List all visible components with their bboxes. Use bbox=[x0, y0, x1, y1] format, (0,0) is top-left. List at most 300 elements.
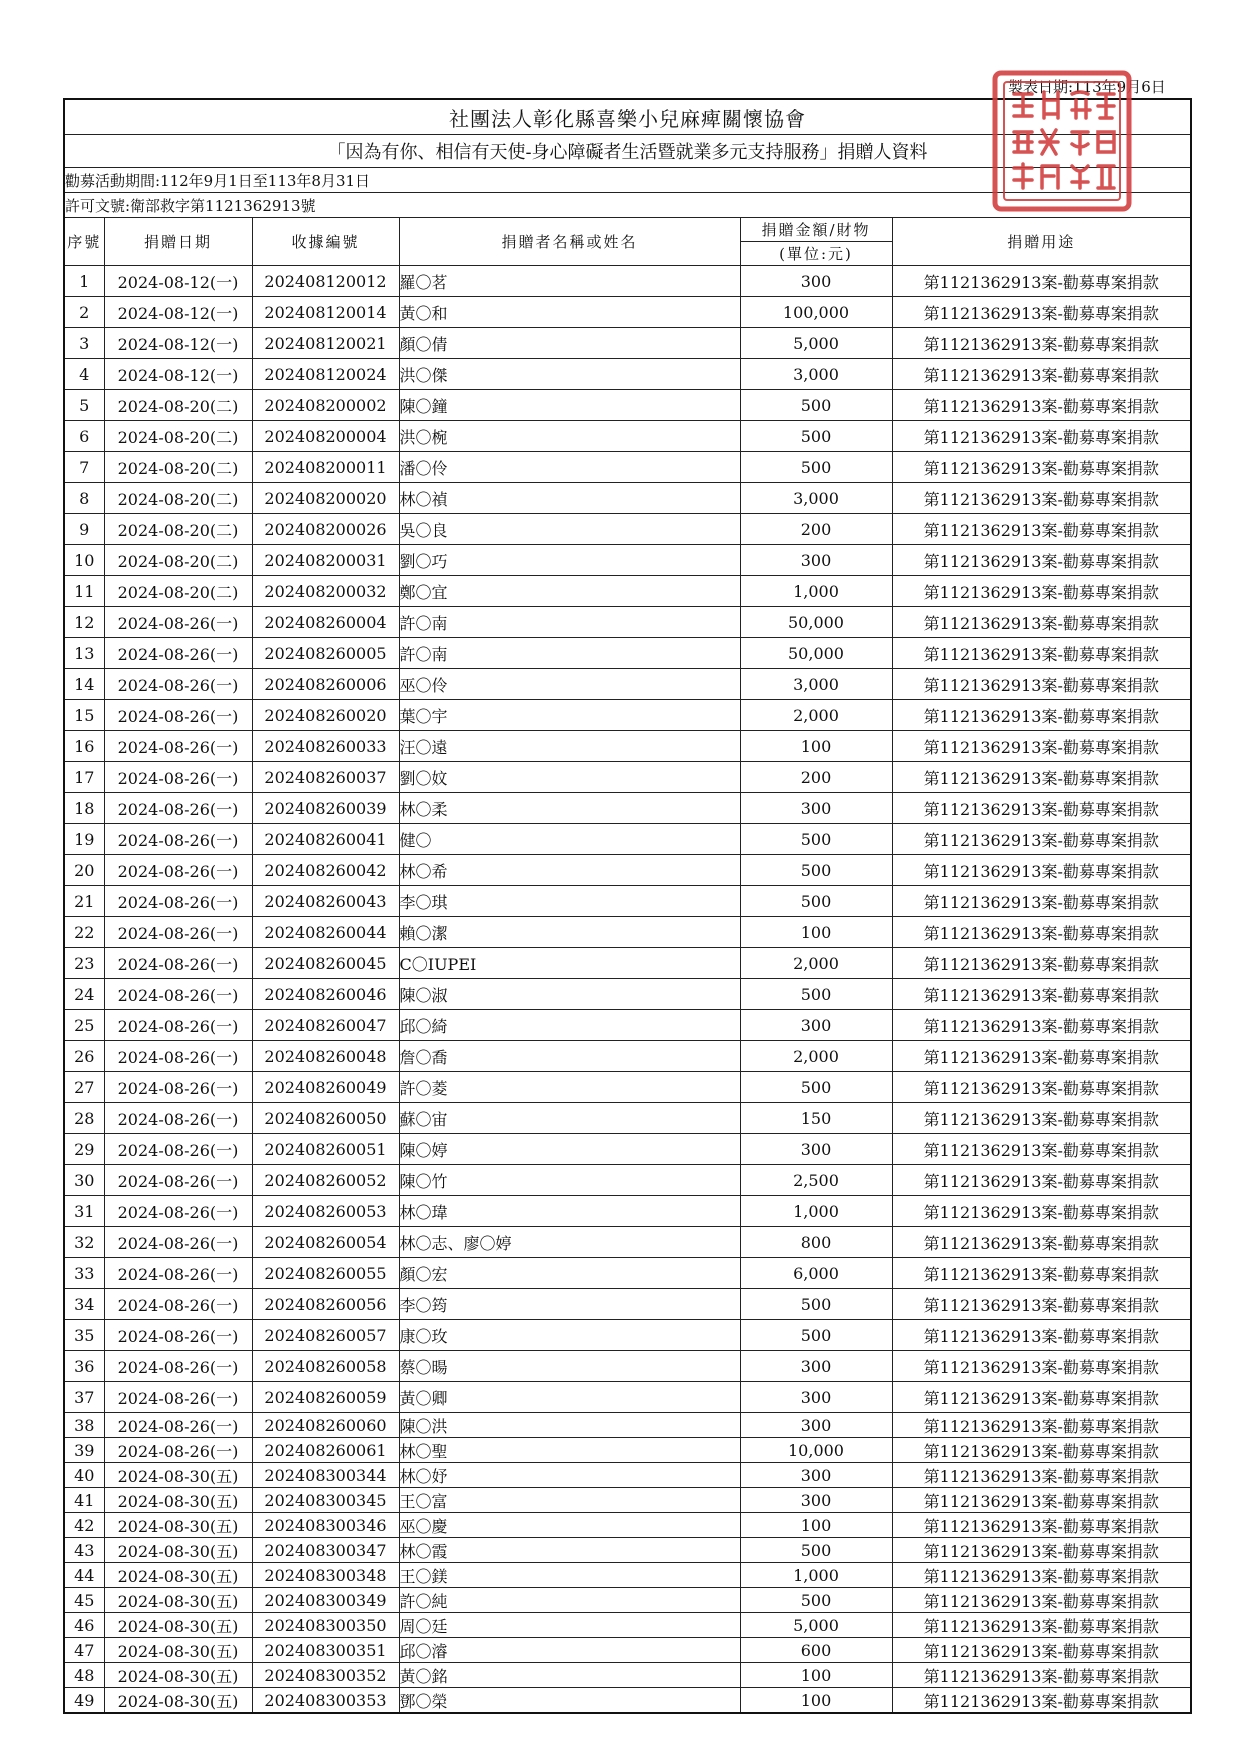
cell-amount: 300 bbox=[740, 1382, 892, 1413]
cell-receipt: 202408300344 bbox=[252, 1463, 399, 1488]
cell-no: 1 bbox=[64, 266, 104, 297]
cell-receipt: 202408200004 bbox=[252, 421, 399, 452]
table-row bbox=[64, 638, 1191, 669]
cell-purpose: 第1121362913案-勸募專案捐款 bbox=[892, 1413, 1191, 1438]
cell-amount: 800 bbox=[740, 1227, 892, 1258]
cell-receipt: 202408200011 bbox=[252, 452, 399, 483]
cell-donor: 邱〇綺 bbox=[399, 1010, 740, 1041]
cell-donor: 許〇南 bbox=[399, 607, 740, 638]
cell-purpose: 第1121362913案-勸募專案捐款 bbox=[892, 1663, 1191, 1688]
cell-no: 12 bbox=[64, 607, 104, 638]
cell-no: 2 bbox=[64, 297, 104, 328]
cell-donor: 陳〇淑 bbox=[399, 979, 740, 1010]
cell-purpose: 第1121362913案-勸募專案捐款 bbox=[892, 855, 1191, 886]
cell-no: 34 bbox=[64, 1289, 104, 1320]
cell-receipt: 202408120012 bbox=[252, 266, 399, 297]
cell-no: 36 bbox=[64, 1351, 104, 1382]
cell-receipt: 202408300346 bbox=[252, 1513, 399, 1538]
cell-no: 30 bbox=[64, 1165, 104, 1196]
cell-purpose: 第1121362913案-勸募專案捐款 bbox=[892, 979, 1191, 1010]
table-row bbox=[64, 297, 1191, 328]
cell-date: 2024-08-26(一) bbox=[104, 1382, 252, 1413]
cell-amount: 300 bbox=[740, 266, 892, 297]
cell-purpose: 第1121362913案-勸募專案捐款 bbox=[892, 514, 1191, 545]
cell-date: 2024-08-12(一) bbox=[104, 266, 252, 297]
cell-purpose: 第1121362913案-勸募專案捐款 bbox=[892, 545, 1191, 576]
table-row bbox=[64, 545, 1191, 576]
cell-date: 2024-08-30(五) bbox=[104, 1538, 252, 1563]
cell-no: 14 bbox=[64, 669, 104, 700]
cell-receipt: 202408120021 bbox=[252, 328, 399, 359]
cell-amount: 500 bbox=[740, 390, 892, 421]
table-row bbox=[64, 1072, 1191, 1103]
cell-receipt: 202408300351 bbox=[252, 1638, 399, 1663]
table-row bbox=[64, 452, 1191, 483]
cell-donor: 黃〇銘 bbox=[399, 1663, 740, 1688]
cell-date: 2024-08-26(一) bbox=[104, 669, 252, 700]
header-amount-unit: (單位:元) bbox=[740, 242, 892, 266]
cell-amount: 500 bbox=[740, 1538, 892, 1563]
cell-purpose: 第1121362913案-勸募專案捐款 bbox=[892, 421, 1191, 452]
cell-date: 2024-08-26(一) bbox=[104, 948, 252, 979]
cell-donor: 許〇菱 bbox=[399, 1072, 740, 1103]
cell-amount: 1,000 bbox=[740, 1563, 892, 1588]
table-row bbox=[64, 607, 1191, 638]
cell-amount: 300 bbox=[740, 1351, 892, 1382]
permit-number: 許可文號:衛部救字第1121362913號 bbox=[64, 193, 1191, 218]
table-row bbox=[64, 1010, 1191, 1041]
cell-donor: 葉〇宇 bbox=[399, 700, 740, 731]
cell-purpose: 第1121362913案-勸募專案捐款 bbox=[892, 669, 1191, 700]
cell-date: 2024-08-26(一) bbox=[104, 1134, 252, 1165]
cell-no: 32 bbox=[64, 1227, 104, 1258]
table-row bbox=[64, 793, 1191, 824]
cell-donor: 汪〇遠 bbox=[399, 731, 740, 762]
cell-donor: 林〇霞 bbox=[399, 1538, 740, 1563]
cell-purpose: 第1121362913案-勸募專案捐款 bbox=[892, 1258, 1191, 1289]
cell-receipt: 202408260033 bbox=[252, 731, 399, 762]
cell-no: 26 bbox=[64, 1041, 104, 1072]
table-row bbox=[64, 855, 1191, 886]
cell-amount: 500 bbox=[740, 421, 892, 452]
cell-no: 31 bbox=[64, 1196, 104, 1227]
cell-amount: 100 bbox=[740, 1513, 892, 1538]
table-row bbox=[64, 824, 1191, 855]
cell-amount: 1,000 bbox=[740, 1196, 892, 1227]
cell-donor: 巫〇伶 bbox=[399, 669, 740, 700]
cell-receipt: 202408300352 bbox=[252, 1663, 399, 1688]
cell-date: 2024-08-30(五) bbox=[104, 1638, 252, 1663]
cell-receipt: 202408260037 bbox=[252, 762, 399, 793]
cell-donor: 林〇妤 bbox=[399, 1463, 740, 1488]
cell-no: 21 bbox=[64, 886, 104, 917]
cell-date: 2024-08-30(五) bbox=[104, 1563, 252, 1588]
cell-date: 2024-08-30(五) bbox=[104, 1613, 252, 1638]
cell-donor: 顏〇宏 bbox=[399, 1258, 740, 1289]
cell-no: 16 bbox=[64, 731, 104, 762]
cell-receipt: 202408200032 bbox=[252, 576, 399, 607]
table-row bbox=[64, 1513, 1191, 1538]
campaign-period: 勸募活動期間:112年9月1日至113年8月31日 bbox=[64, 168, 1191, 193]
cell-amount: 5,000 bbox=[740, 1613, 892, 1638]
table-row bbox=[64, 390, 1191, 421]
cell-donor: 詹〇喬 bbox=[399, 1041, 740, 1072]
table-row bbox=[64, 266, 1191, 297]
cell-donor: 林〇志、廖〇婷 bbox=[399, 1227, 740, 1258]
cell-no: 17 bbox=[64, 762, 104, 793]
cell-no: 49 bbox=[64, 1688, 104, 1714]
cell-date: 2024-08-20(二) bbox=[104, 514, 252, 545]
cell-purpose: 第1121362913案-勸募專案捐款 bbox=[892, 1538, 1191, 1563]
cell-amount: 3,000 bbox=[740, 359, 892, 390]
cell-purpose: 第1121362913案-勸募專案捐款 bbox=[892, 1103, 1191, 1134]
cell-purpose: 第1121362913案-勸募專案捐款 bbox=[892, 1289, 1191, 1320]
cell-donor: 林〇禎 bbox=[399, 483, 740, 514]
cell-receipt: 202408260061 bbox=[252, 1438, 399, 1463]
cell-receipt: 202408200031 bbox=[252, 545, 399, 576]
table-row bbox=[64, 700, 1191, 731]
cell-amount: 5,000 bbox=[740, 328, 892, 359]
cell-donor: 林〇聖 bbox=[399, 1438, 740, 1463]
cell-amount: 300 bbox=[740, 1463, 892, 1488]
cell-purpose: 第1121362913案-勸募專案捐款 bbox=[892, 731, 1191, 762]
cell-purpose: 第1121362913案-勸募專案捐款 bbox=[892, 1563, 1191, 1588]
cell-purpose: 第1121362913案-勸募專案捐款 bbox=[892, 483, 1191, 514]
cell-receipt: 202408260054 bbox=[252, 1227, 399, 1258]
cell-receipt: 202408300345 bbox=[252, 1488, 399, 1513]
cell-purpose: 第1121362913案-勸募專案捐款 bbox=[892, 1134, 1191, 1165]
cell-donor: 顏〇倩 bbox=[399, 328, 740, 359]
table-row bbox=[64, 1227, 1191, 1258]
cell-no: 42 bbox=[64, 1513, 104, 1538]
cell-receipt: 202408260042 bbox=[252, 855, 399, 886]
cell-no: 44 bbox=[64, 1563, 104, 1588]
cell-date: 2024-08-20(二) bbox=[104, 452, 252, 483]
table-row bbox=[64, 1438, 1191, 1463]
cell-receipt: 202408120024 bbox=[252, 359, 399, 390]
cell-no: 4 bbox=[64, 359, 104, 390]
cell-date: 2024-08-30(五) bbox=[104, 1463, 252, 1488]
cell-receipt: 202408300347 bbox=[252, 1538, 399, 1563]
cell-purpose: 第1121362913案-勸募專案捐款 bbox=[892, 328, 1191, 359]
cell-no: 18 bbox=[64, 793, 104, 824]
cell-amount: 500 bbox=[740, 1320, 892, 1351]
table-row bbox=[64, 1538, 1191, 1563]
cell-date: 2024-08-20(二) bbox=[104, 390, 252, 421]
cell-purpose: 第1121362913案-勸募專案捐款 bbox=[892, 948, 1191, 979]
cell-purpose: 第1121362913案-勸募專案捐款 bbox=[892, 1588, 1191, 1613]
cell-amount: 600 bbox=[740, 1638, 892, 1663]
cell-purpose: 第1121362913案-勸募專案捐款 bbox=[892, 886, 1191, 917]
cell-receipt: 202408200026 bbox=[252, 514, 399, 545]
cell-receipt: 202408260039 bbox=[252, 793, 399, 824]
cell-amount: 500 bbox=[740, 824, 892, 855]
cell-donor: 陳〇竹 bbox=[399, 1165, 740, 1196]
cell-amount: 500 bbox=[740, 1289, 892, 1320]
header-donor: 捐贈者名稱或姓名 bbox=[399, 218, 740, 266]
table-row bbox=[64, 1134, 1191, 1165]
document-subtitle: 「因為有你、相信有天使-身心障礙者生活暨就業多元支持服務」捐贈人資料 bbox=[64, 135, 1191, 168]
table-row bbox=[64, 1289, 1191, 1320]
cell-purpose: 第1121362913案-勸募專案捐款 bbox=[892, 1010, 1191, 1041]
cell-donor: 蘇〇宙 bbox=[399, 1103, 740, 1134]
table-row bbox=[64, 1663, 1191, 1688]
table-row bbox=[64, 1103, 1191, 1134]
cell-no: 45 bbox=[64, 1588, 104, 1613]
cell-receipt: 202408300349 bbox=[252, 1588, 399, 1613]
cell-donor: 林〇瑋 bbox=[399, 1196, 740, 1227]
cell-date: 2024-08-30(五) bbox=[104, 1588, 252, 1613]
table-row bbox=[64, 669, 1191, 700]
table-row bbox=[64, 514, 1191, 545]
cell-receipt: 202408260041 bbox=[252, 824, 399, 855]
cell-no: 40 bbox=[64, 1463, 104, 1488]
table-row bbox=[64, 1613, 1191, 1638]
cell-receipt: 202408260005 bbox=[252, 638, 399, 669]
cell-donor: 潘〇伶 bbox=[399, 452, 740, 483]
cell-donor: 邱〇濬 bbox=[399, 1638, 740, 1663]
table-row bbox=[64, 1563, 1191, 1588]
cell-purpose: 第1121362913案-勸募專案捐款 bbox=[892, 1227, 1191, 1258]
table-row bbox=[64, 421, 1191, 452]
cell-no: 6 bbox=[64, 421, 104, 452]
cell-amount: 50,000 bbox=[740, 607, 892, 638]
cell-amount: 300 bbox=[740, 1488, 892, 1513]
table-row bbox=[64, 731, 1191, 762]
cell-amount: 2,000 bbox=[740, 700, 892, 731]
cell-amount: 2,500 bbox=[740, 1165, 892, 1196]
print-date: 製表日期:113年9月6日 bbox=[1008, 78, 1166, 96]
cell-date: 2024-08-30(五) bbox=[104, 1488, 252, 1513]
cell-purpose: 第1121362913案-勸募專案捐款 bbox=[892, 576, 1191, 607]
cell-receipt: 202408260058 bbox=[252, 1351, 399, 1382]
table-row bbox=[64, 328, 1191, 359]
table-row bbox=[64, 1488, 1191, 1513]
header-receipt: 收據編號 bbox=[252, 218, 399, 266]
cell-receipt: 202408260044 bbox=[252, 917, 399, 948]
cell-date: 2024-08-26(一) bbox=[104, 917, 252, 948]
cell-receipt: 202408120014 bbox=[252, 297, 399, 328]
table-row bbox=[64, 1258, 1191, 1289]
cell-amount: 200 bbox=[740, 514, 892, 545]
cell-purpose: 第1121362913案-勸募專案捐款 bbox=[892, 1041, 1191, 1072]
cell-no: 9 bbox=[64, 514, 104, 545]
cell-date: 2024-08-26(一) bbox=[104, 638, 252, 669]
cell-amount: 100 bbox=[740, 917, 892, 948]
table-row bbox=[64, 917, 1191, 948]
header-no: 序號 bbox=[64, 218, 104, 266]
cell-date: 2024-08-26(一) bbox=[104, 793, 252, 824]
cell-date: 2024-08-30(五) bbox=[104, 1663, 252, 1688]
cell-purpose: 第1121362913案-勸募專案捐款 bbox=[892, 297, 1191, 328]
cell-donor: 陳〇婷 bbox=[399, 1134, 740, 1165]
cell-date: 2024-08-20(二) bbox=[104, 576, 252, 607]
cell-date: 2024-08-26(一) bbox=[104, 1438, 252, 1463]
cell-receipt: 202408260006 bbox=[252, 669, 399, 700]
header-date: 捐贈日期 bbox=[104, 218, 252, 266]
cell-receipt: 202408300348 bbox=[252, 1563, 399, 1588]
cell-donor: 羅〇茗 bbox=[399, 266, 740, 297]
cell-no: 15 bbox=[64, 700, 104, 731]
cell-date: 2024-08-12(一) bbox=[104, 297, 252, 328]
cell-donor: 黃〇和 bbox=[399, 297, 740, 328]
table-row bbox=[64, 1382, 1191, 1413]
cell-purpose: 第1121362913案-勸募專案捐款 bbox=[892, 1513, 1191, 1538]
cell-purpose: 第1121362913案-勸募專案捐款 bbox=[892, 266, 1191, 297]
cell-purpose: 第1121362913案-勸募專案捐款 bbox=[892, 1165, 1191, 1196]
cell-no: 19 bbox=[64, 824, 104, 855]
cell-no: 46 bbox=[64, 1613, 104, 1638]
cell-no: 28 bbox=[64, 1103, 104, 1134]
cell-purpose: 第1121362913案-勸募專案捐款 bbox=[892, 1072, 1191, 1103]
cell-receipt: 202408260048 bbox=[252, 1041, 399, 1072]
cell-donor: C〇IUPEI bbox=[399, 948, 740, 979]
cell-purpose: 第1121362913案-勸募專案捐款 bbox=[892, 1438, 1191, 1463]
cell-date: 2024-08-26(一) bbox=[104, 700, 252, 731]
table-row bbox=[64, 886, 1191, 917]
table-row bbox=[64, 1165, 1191, 1196]
cell-receipt: 202408260056 bbox=[252, 1289, 399, 1320]
cell-receipt: 202408200002 bbox=[252, 390, 399, 421]
cell-date: 2024-08-26(一) bbox=[104, 824, 252, 855]
table-row bbox=[64, 762, 1191, 793]
cell-donor: 陳〇洪 bbox=[399, 1413, 740, 1438]
cell-date: 2024-08-26(一) bbox=[104, 1196, 252, 1227]
cell-no: 8 bbox=[64, 483, 104, 514]
header-amount: 捐贈金額/財物 bbox=[740, 218, 892, 242]
cell-donor: 周〇廷 bbox=[399, 1613, 740, 1638]
cell-amount: 100,000 bbox=[740, 297, 892, 328]
cell-amount: 100 bbox=[740, 1663, 892, 1688]
cell-receipt: 202408260050 bbox=[252, 1103, 399, 1134]
cell-receipt: 202408260043 bbox=[252, 886, 399, 917]
cell-donor: 康〇玫 bbox=[399, 1320, 740, 1351]
cell-date: 2024-08-26(一) bbox=[104, 1010, 252, 1041]
cell-purpose: 第1121362913案-勸募專案捐款 bbox=[892, 638, 1191, 669]
cell-date: 2024-08-30(五) bbox=[104, 1513, 252, 1538]
table-row bbox=[64, 1413, 1191, 1438]
cell-donor: 巫〇慶 bbox=[399, 1513, 740, 1538]
cell-no: 11 bbox=[64, 576, 104, 607]
cell-amount: 6,000 bbox=[740, 1258, 892, 1289]
cell-no: 43 bbox=[64, 1538, 104, 1563]
cell-amount: 500 bbox=[740, 452, 892, 483]
cell-amount: 500 bbox=[740, 1588, 892, 1613]
donor-table bbox=[63, 98, 1192, 1714]
table-row bbox=[64, 1351, 1191, 1382]
donor-rows bbox=[64, 266, 1191, 1714]
cell-amount: 300 bbox=[740, 1413, 892, 1438]
cell-date: 2024-08-26(一) bbox=[104, 731, 252, 762]
cell-receipt: 202408300350 bbox=[252, 1613, 399, 1638]
cell-purpose: 第1121362913案-勸募專案捐款 bbox=[892, 1196, 1191, 1227]
cell-no: 24 bbox=[64, 979, 104, 1010]
cell-donor: 林〇柔 bbox=[399, 793, 740, 824]
organization-seal-stamp bbox=[992, 70, 1132, 212]
cell-receipt: 202408260047 bbox=[252, 1010, 399, 1041]
cell-no: 22 bbox=[64, 917, 104, 948]
cell-no: 13 bbox=[64, 638, 104, 669]
cell-receipt: 202408260052 bbox=[252, 1165, 399, 1196]
cell-date: 2024-08-26(一) bbox=[104, 1072, 252, 1103]
cell-no: 41 bbox=[64, 1488, 104, 1513]
cell-receipt: 202408200020 bbox=[252, 483, 399, 514]
cell-date: 2024-08-26(一) bbox=[104, 979, 252, 1010]
cell-receipt: 202408300353 bbox=[252, 1688, 399, 1714]
cell-amount: 500 bbox=[740, 1072, 892, 1103]
cell-donor: 許〇南 bbox=[399, 638, 740, 669]
cell-date: 2024-08-26(一) bbox=[104, 855, 252, 886]
cell-purpose: 第1121362913案-勸募專案捐款 bbox=[892, 390, 1191, 421]
cell-donor: 吳〇良 bbox=[399, 514, 740, 545]
cell-donor: 洪〇傑 bbox=[399, 359, 740, 390]
cell-no: 37 bbox=[64, 1382, 104, 1413]
cell-amount: 300 bbox=[740, 793, 892, 824]
cell-amount: 100 bbox=[740, 731, 892, 762]
cell-donor: 鄭〇宜 bbox=[399, 576, 740, 607]
cell-purpose: 第1121362913案-勸募專案捐款 bbox=[892, 1638, 1191, 1663]
cell-date: 2024-08-26(一) bbox=[104, 1413, 252, 1438]
organization-title: 社團法人彰化縣喜樂小兒麻痺關懷協會 bbox=[64, 99, 1191, 135]
table-row bbox=[64, 1588, 1191, 1613]
cell-amount: 3,000 bbox=[740, 669, 892, 700]
cell-purpose: 第1121362913案-勸募專案捐款 bbox=[892, 1488, 1191, 1513]
cell-date: 2024-08-12(一) bbox=[104, 328, 252, 359]
cell-date: 2024-08-30(五) bbox=[104, 1688, 252, 1714]
table-row bbox=[64, 1196, 1191, 1227]
cell-donor: 黃〇卿 bbox=[399, 1382, 740, 1413]
cell-amount: 100 bbox=[740, 1688, 892, 1714]
cell-donor: 王〇富 bbox=[399, 1488, 740, 1513]
cell-amount: 1,000 bbox=[740, 576, 892, 607]
cell-date: 2024-08-26(一) bbox=[104, 1165, 252, 1196]
cell-date: 2024-08-20(二) bbox=[104, 545, 252, 576]
cell-no: 23 bbox=[64, 948, 104, 979]
cell-date: 2024-08-26(一) bbox=[104, 1041, 252, 1072]
cell-receipt: 202408260049 bbox=[252, 1072, 399, 1103]
cell-purpose: 第1121362913案-勸募專案捐款 bbox=[892, 824, 1191, 855]
table-row bbox=[64, 1041, 1191, 1072]
cell-purpose: 第1121362913案-勸募專案捐款 bbox=[892, 359, 1191, 390]
cell-purpose: 第1121362913案-勸募專案捐款 bbox=[892, 700, 1191, 731]
cell-no: 48 bbox=[64, 1663, 104, 1688]
table-row bbox=[64, 1688, 1191, 1714]
table-row bbox=[64, 1638, 1191, 1663]
cell-receipt: 202408260020 bbox=[252, 700, 399, 731]
cell-purpose: 第1121362913案-勸募專案捐款 bbox=[892, 1688, 1191, 1714]
table-row bbox=[64, 483, 1191, 514]
cell-no: 20 bbox=[64, 855, 104, 886]
table-row bbox=[64, 359, 1191, 390]
cell-donor: 蔡〇暘 bbox=[399, 1351, 740, 1382]
cell-amount: 300 bbox=[740, 1010, 892, 1041]
cell-purpose: 第1121362913案-勸募專案捐款 bbox=[892, 762, 1191, 793]
cell-receipt: 202408260053 bbox=[252, 1196, 399, 1227]
cell-amount: 10,000 bbox=[740, 1438, 892, 1463]
cell-purpose: 第1121362913案-勸募專案捐款 bbox=[892, 1351, 1191, 1382]
cell-date: 2024-08-20(二) bbox=[104, 421, 252, 452]
cell-no: 25 bbox=[64, 1010, 104, 1041]
cell-no: 39 bbox=[64, 1438, 104, 1463]
cell-purpose: 第1121362913案-勸募專案捐款 bbox=[892, 1320, 1191, 1351]
header-purpose: 捐贈用途 bbox=[892, 218, 1191, 266]
cell-donor: 李〇筠 bbox=[399, 1289, 740, 1320]
cell-no: 35 bbox=[64, 1320, 104, 1351]
cell-no: 10 bbox=[64, 545, 104, 576]
cell-donor: 劉〇巧 bbox=[399, 545, 740, 576]
cell-amount: 50,000 bbox=[740, 638, 892, 669]
cell-donor: 許〇純 bbox=[399, 1588, 740, 1613]
